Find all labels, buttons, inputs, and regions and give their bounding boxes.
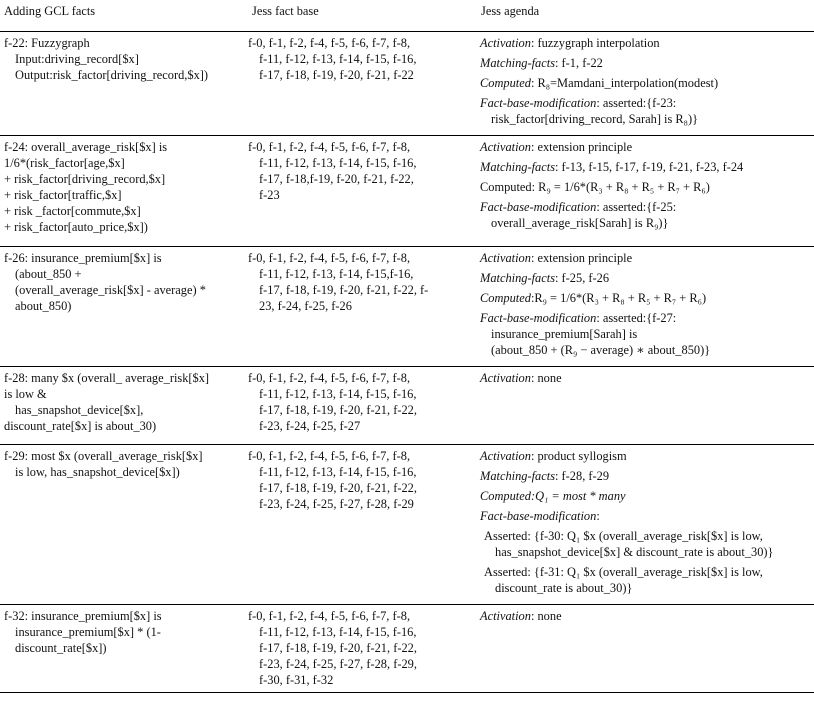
fact-line: f-23, f-24, f-25, f-27, f-28, f-29 (259, 497, 414, 511)
agenda-activation (480, 35, 808, 51)
table-row (0, 247, 814, 367)
activation-value: : extension principle (530, 251, 633, 265)
fact-line: f-0, f-1, f-2, f-4, f-5, f-6, f-7, f-8, (248, 251, 411, 265)
agenda-activation (480, 139, 808, 155)
agenda-matching (480, 159, 808, 175)
activation-label: Activation (480, 449, 531, 463)
fact-line: f-0, f-1, f-2, f-4, f-5, f-6, f-7, f-8, (248, 609, 411, 623)
gcl-fact-cell (0, 367, 248, 445)
table-row (0, 32, 814, 136)
activation-value: : none (530, 371, 562, 385)
asserted-line: has_snapshot_device[$x] & discount_rate is about_30)} (495, 545, 774, 559)
gcl-line: discount_rate[$x]) (15, 641, 107, 655)
gcl-line: Output:risk_factor[driving_record,$x]) (15, 68, 209, 82)
computed-label: Computed (480, 76, 531, 90)
fact-line: f-11, f-12, f-13, f-14, f-15, f-16, (259, 625, 417, 639)
computed-label: Computed (480, 489, 531, 503)
header-row (0, 0, 814, 32)
agenda-activation (480, 448, 808, 464)
agenda-cell (477, 136, 814, 247)
computed-value: :Q₁ = most * many (530, 489, 626, 503)
computed-label: Computed (480, 180, 532, 194)
fact-line: f-11, f-12, f-13, f-14, f-15, f-16, (259, 52, 417, 66)
gcl-line: is low & (4, 387, 47, 401)
matching-label: Matching-facts (480, 469, 556, 483)
gcl-line: (overall_average_risk[$x] - average) * (15, 283, 206, 297)
modification-value: risk_factor[driving_record, Sarah] is R₈)} (491, 112, 699, 126)
gcl-fact-cell (0, 605, 248, 693)
gcl-line: insurance_premium[$x] * (1- (15, 625, 161, 639)
table-row (0, 136, 814, 247)
agenda-modification (480, 199, 808, 231)
agenda-cell (477, 32, 814, 136)
agenda-cell (477, 445, 814, 605)
fact-base-cell (248, 247, 477, 367)
gcl-fact-cell (0, 247, 248, 367)
table-row (0, 367, 814, 445)
fact-line: f-23, f-24, f-25, f-27 (259, 419, 361, 433)
header-agenda: Jess agenda (477, 0, 814, 32)
modification-label: Fact-base-modification (480, 509, 597, 523)
activation-value: : extension principle (530, 140, 633, 154)
fact-base-cell (248, 136, 477, 247)
gcl-fact-cell (0, 136, 248, 247)
modification-value: : asserted:{f-25: (596, 200, 677, 214)
asserted-line: Asserted: {f-31: Q₁ $x (overall_average_risk[$x] is low, (484, 565, 763, 579)
fact-line: f-11, f-12, f-13, f-14, f-15,f-16, (259, 267, 414, 281)
gcl-line: f-29: most $x (overall_average_risk[$x] (4, 449, 203, 463)
modification-value: : asserted:{f-27: (596, 311, 677, 325)
agenda-cell (477, 247, 814, 367)
gcl-line: f-22: Fuzzygraph (4, 36, 90, 50)
matching-value: : f-1, f-22 (555, 56, 603, 70)
asserted-fact (480, 528, 808, 560)
computed-value: :R₉ = 1/6*(R₃ + R₈ + R₅ + R₇ + R₆) (530, 291, 707, 305)
gcl-line: + risk _factor[commute,$x] (4, 204, 141, 218)
header-gcl-facts: Adding GCL facts (0, 0, 248, 32)
modification-value: overall_average_risk[Sarah] is R₉)} (491, 216, 669, 230)
fact-line: f-11, f-12, f-13, f-14, f-15, f-16, (259, 387, 417, 401)
agenda-matching (480, 468, 808, 484)
modification-value: insurance_premium[Sarah] is (491, 327, 638, 341)
gcl-line: 1/6*(risk_factor[age,$x] (4, 156, 125, 170)
activation-label: Activation (480, 36, 531, 50)
modification-label: Fact-base-modification (480, 200, 597, 214)
fact-line: f-17, f-18, f-19, f-20, f-21, f-22, (259, 481, 417, 495)
computed-value: : R₉ = 1/6*(R₃ + R₈ + R₅ + R₇ + R₆) (531, 180, 710, 194)
modification-value: : (596, 509, 600, 523)
activation-value: : none (530, 609, 562, 623)
asserted-line: Asserted: {f-30: Q₁ $x (overall_average_risk[$x] is low, (484, 529, 763, 543)
agenda-computed (480, 488, 808, 504)
agenda-modification (480, 310, 808, 358)
gcl-fact-cell (0, 445, 248, 605)
fact-line: f-0, f-1, f-2, f-4, f-5, f-6, f-7, f-8, (248, 449, 411, 463)
agenda-cell (477, 367, 814, 445)
fact-base-cell (248, 32, 477, 136)
gcl-line: f-32: insurance_premium[$x] is (4, 609, 162, 623)
table-row (0, 445, 814, 605)
gcl-line: f-26: insurance_premium[$x] is (4, 251, 162, 265)
activation-label: Activation (480, 371, 531, 385)
gcl-line: discount_rate[$x] is about_30) (4, 419, 157, 433)
table-row (0, 605, 814, 693)
computed-value: : R₈=Mamdani_interpolation(modest) (530, 76, 719, 90)
gcl-fact-cell (0, 32, 248, 136)
agenda-cell (477, 605, 814, 693)
fact-line: f-0, f-1, f-2, f-4, f-5, f-6, f-7, f-8, (248, 140, 411, 154)
fact-line: f-17, f-18,f-19, f-20, f-21, f-22, (259, 172, 414, 186)
fact-line: f-23, f-24, f-25, f-27, f-28, f-29, (259, 657, 417, 671)
agenda-matching (480, 55, 808, 71)
gcl-line: f-28: many $x (overall_ average_risk[$x] (4, 371, 210, 385)
agenda-computed (480, 290, 808, 306)
agenda-activation (480, 608, 808, 624)
modification-value: (about_850 + (R₉ − average) ∗ about_850)} (491, 343, 711, 357)
gcl-line: + risk_factor[driving_record,$x] (4, 172, 166, 186)
fact-base-cell (248, 445, 477, 605)
gcl-line: f-24: overall_average_risk[$x] is (4, 140, 168, 154)
matching-value: : f-28, f-29 (555, 469, 610, 483)
fact-base-cell (248, 367, 477, 445)
asserted-line: discount_rate is about_30)} (495, 581, 633, 595)
modification-label: Fact-base-modification (480, 311, 597, 325)
activation-label: Activation (480, 140, 531, 154)
fact-line: f-23 (259, 188, 280, 202)
fact-line: f-0, f-1, f-2, f-4, f-5, f-6, f-7, f-8, (248, 36, 411, 50)
matching-value: : f-13, f-15, f-17, f-19, f-21, f-23, f-24 (555, 160, 744, 174)
matching-label: Matching-facts (480, 160, 556, 174)
asserted-fact (480, 564, 808, 596)
fact-line: f-17, f-18, f-19, f-20, f-21, f-22, f- (259, 283, 429, 297)
matching-label: Matching-facts (480, 271, 556, 285)
agenda-matching (480, 270, 808, 286)
agenda-computed (480, 75, 808, 91)
modification-value: : asserted:{f-23: (596, 96, 677, 110)
fact-line: f-11, f-12, f-13, f-14, f-15, f-16, (259, 465, 417, 479)
activation-label: Activation (480, 251, 531, 265)
gcl-line: is low, has_snapshot_device[$x]) (15, 465, 180, 479)
matching-label: Matching-facts (480, 56, 556, 70)
matching-value: : f-25, f-26 (555, 271, 610, 285)
agenda-modification (480, 508, 808, 524)
gcl-line: + risk_factor[auto_price,$x]) (4, 220, 148, 234)
fact-line: f-0, f-1, f-2, f-4, f-5, f-6, f-7, f-8, (248, 371, 411, 385)
gcl-line: Input:driving_record[$x] (15, 52, 139, 66)
agenda-modification (480, 95, 808, 127)
header-fact-base: Jess fact base (248, 0, 477, 32)
gcl-line: (about_850 + (15, 267, 82, 281)
fact-line: f-11, f-12, f-13, f-14, f-15, f-16, (259, 156, 417, 170)
gcl-line: has_snapshot_device[$x], (15, 403, 144, 417)
fact-base-cell (248, 605, 477, 693)
fact-line: 23, f-24, f-25, f-26 (259, 299, 352, 313)
agenda-activation (480, 370, 808, 386)
modification-label: Fact-base-modification (480, 96, 597, 110)
agenda-activation (480, 250, 808, 266)
activation-value: : fuzzygraph interpolation (530, 36, 660, 50)
agenda-computed (480, 179, 808, 195)
fact-line: f-30, f-31, f-32 (259, 673, 334, 687)
fact-line: f-17, f-18, f-19, f-20, f-21, f-22 (259, 68, 414, 82)
activation-value: : product syllogism (530, 449, 627, 463)
computed-label: Computed (480, 291, 531, 305)
gcl-line: + risk_factor[traffic,$x] (4, 188, 122, 202)
fact-line: f-17, f-18, f-19, f-20, f-21, f-22, (259, 641, 417, 655)
activation-label: Activation (480, 609, 531, 623)
fact-line: f-17, f-18, f-19, f-20, f-21, f-22, (259, 403, 417, 417)
gcl-line: about_850) (15, 299, 72, 313)
